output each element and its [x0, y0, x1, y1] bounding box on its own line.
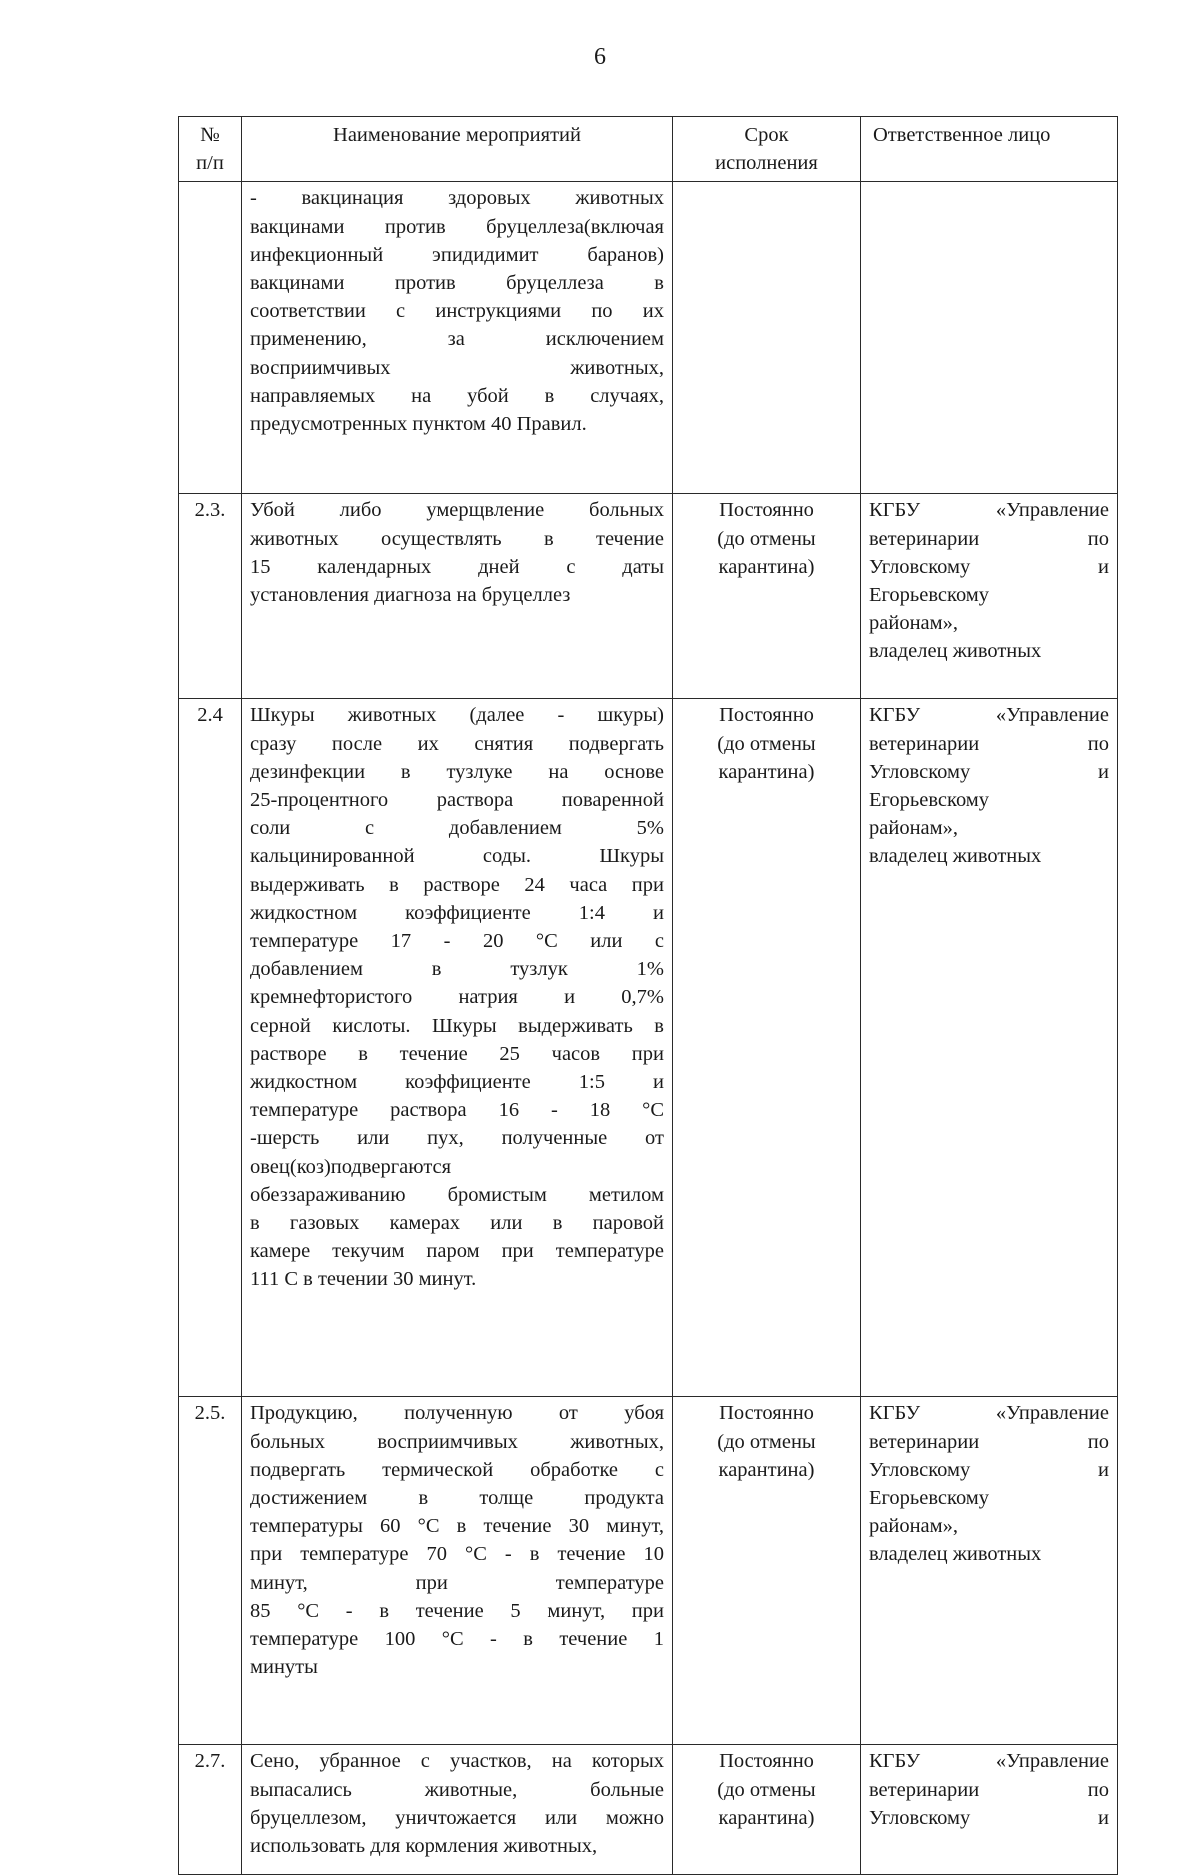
row-number: 2.7.	[179, 1745, 242, 1875]
measure-description-line: соли с добавлением 5%	[250, 817, 664, 840]
measure-description	[242, 1745, 673, 1875]
measure-description-line: добавлением в тузлук 1%	[250, 958, 664, 981]
measure-description-line: животных осуществлять в течение	[250, 527, 664, 550]
execution-term-line: (до отмены	[717, 527, 816, 550]
measure-description-line: подвергать термической обработке с	[250, 1458, 664, 1481]
table-body	[179, 182, 1118, 1875]
execution-term-line: карантина)	[718, 760, 815, 783]
responsible-person-line: Егорьевскому	[869, 1487, 990, 1510]
measure-description-line: серной кислоты. Шкуры выдерживать в	[250, 1014, 664, 1037]
header-term-line: исполнения	[715, 152, 818, 175]
measure-description-line: использовать для кормления животных,	[250, 1835, 598, 1858]
measure-description-line: температуре 17 - 20 °С или с	[250, 930, 664, 953]
measure-description-line: в газовых камерах или в паровой	[250, 1212, 664, 1235]
measure-description-line: выпасались животные, больные	[250, 1778, 664, 1801]
measure-description-line: 15 календарных дней с даты	[250, 555, 664, 578]
measure-description-line: направляемых на убой в случаях,	[250, 384, 664, 407]
measure-description-line: вакцинами против бруцеллеза в	[250, 272, 664, 295]
measure-description-line: температуре 100 °С - в течение 1	[250, 1628, 664, 1651]
measure-description-line: растворе в течение 25 часов при	[250, 1042, 664, 1065]
responsible-person-line: владелец животных	[869, 640, 1042, 663]
responsible-person-line: владелец животных	[869, 845, 1042, 868]
responsible-person	[861, 1745, 1118, 1875]
execution-term-line: Постоянно	[719, 1402, 814, 1425]
responsible-person-line: Угловскому и	[869, 555, 1109, 578]
table-row	[179, 494, 1118, 699]
row-number: 2.5.	[179, 1397, 242, 1745]
measure-description-line: минуты	[250, 1656, 318, 1679]
measure-description	[242, 182, 673, 494]
responsible-person-line: ветеринарии по	[869, 1430, 1109, 1453]
measure-description-line: сразу после их снятия подвергать	[250, 732, 664, 755]
execution-term-line: Постоянно	[719, 499, 814, 522]
execution-term	[673, 699, 861, 1397]
measure-description-line: достижением в толще продукта	[250, 1487, 664, 1510]
measures-table	[178, 116, 1118, 1875]
measure-description-line: овец(коз)подвергаются	[250, 1155, 452, 1178]
header-responsible-line: Ответственное лицо	[873, 124, 1051, 146]
responsible-person-line: районам»,	[869, 1515, 958, 1538]
row-number	[179, 182, 242, 494]
responsible-person	[861, 1397, 1118, 1745]
execution-term-line: Постоянно	[719, 704, 814, 727]
measure-description-line: камере текучим паром при температуре	[250, 1240, 664, 1263]
measure-description-line: дезинфекции в тузлуке на основе	[250, 760, 664, 783]
measure-description-line: Продукцию, полученную от убоя	[250, 1402, 664, 1425]
page-number: 6	[594, 44, 606, 70]
responsible-person-line: ветеринарии по	[869, 1778, 1109, 1801]
measure-description-line: -шерсть или пух, полученные от	[250, 1127, 664, 1150]
measure-description-line: Шкуры животных (далее - шкуры)	[250, 704, 664, 727]
table-row	[179, 1745, 1118, 1875]
table-row	[179, 699, 1118, 1397]
measure-description-line: инфекционный эпидидимит баранов)	[250, 243, 664, 266]
measure-description-line: бруцеллезом, уничтожается или можно	[250, 1806, 664, 1829]
responsible-person	[861, 494, 1118, 699]
execution-term-line: Постоянно	[719, 1750, 814, 1773]
execution-term-line: (до отмены	[717, 1778, 816, 1801]
responsible-person-line: владелец животных	[869, 1543, 1042, 1566]
table-header-row	[179, 117, 1118, 182]
responsible-person	[861, 182, 1118, 494]
measure-description-line: жидкостном коэффициенте 1:4 и	[250, 901, 664, 924]
row-number: 2.3.	[179, 494, 242, 699]
responsible-person-line: КГБУ «Управление	[869, 1402, 1109, 1425]
responsible-person-line: районам»,	[869, 612, 958, 635]
measure-description-line: установления диагноза на бруцеллез	[250, 584, 571, 607]
measure-description-line: минут, при температуре	[250, 1571, 664, 1594]
header-num-line: №	[200, 124, 220, 146]
responsible-person	[861, 699, 1118, 1397]
table-row	[179, 1397, 1118, 1745]
measure-description-line: 111 С в течении 30 минут.	[250, 1268, 477, 1291]
header-term-line: Срок	[744, 124, 789, 146]
measure-description-line: больных восприимчивых животных,	[250, 1430, 664, 1453]
execution-term	[673, 1745, 861, 1875]
header-name-line: Наименование мероприятий	[333, 124, 581, 146]
measure-description-line: кремнефтористого натрия и 0,7%	[250, 986, 664, 1009]
measure-description-line: восприимчивых животных,	[250, 356, 664, 379]
measure-description-line: при температуре 70 °С - в течение 10	[250, 1543, 664, 1566]
responsible-person-line: КГБУ «Управление	[869, 1750, 1109, 1773]
measure-description-line: обеззараживанию бромистым метилом	[250, 1183, 664, 1206]
measure-description-line: кальцинированной соды. Шкуры	[250, 845, 664, 868]
measure-description	[242, 494, 673, 699]
measure-description-line: 85 °С - в течение 5 минут, при	[250, 1599, 664, 1622]
measure-description-line: применению, за исключением	[250, 328, 664, 351]
measure-description-line: 25-процентного раствора поваренной	[250, 789, 664, 812]
header-name	[242, 117, 673, 182]
responsible-person-line: ветеринарии по	[869, 527, 1109, 550]
measure-description-line: выдерживать в растворе 24 часа при	[250, 873, 664, 896]
measure-description-line: температуры 60 °С в течение 30 минут,	[250, 1515, 664, 1538]
responsible-person-line: Егорьевскому	[869, 789, 990, 812]
responsible-person-line: Угловскому и	[869, 1458, 1109, 1481]
table-row	[179, 182, 1118, 494]
execution-term-line: карантина)	[718, 555, 815, 578]
measure-description-line: Сено, убранное с участков, на которых	[250, 1750, 664, 1773]
measure-description	[242, 699, 673, 1397]
measure-description-line: жидкостном коэффициенте 1:5 и	[250, 1071, 664, 1094]
responsible-person-line: КГБУ «Управление	[869, 704, 1109, 727]
execution-term	[673, 182, 861, 494]
header-num	[179, 117, 242, 182]
responsible-person-line: ветеринарии по	[869, 732, 1109, 755]
execution-term	[673, 1397, 861, 1745]
header-responsible	[861, 117, 1118, 182]
header-term	[673, 117, 861, 182]
measure-description-line: - вакцинация здоровых животных	[250, 187, 664, 210]
execution-term-line: карантина)	[718, 1458, 815, 1481]
responsible-person-line: Угловскому и	[869, 760, 1109, 783]
row-number: 2.4	[179, 699, 242, 1397]
measure-description-line: соответствии с инструкциями по их	[250, 300, 664, 323]
measure-description	[242, 1397, 673, 1745]
measure-description-line: предусмотренных пунктом 40 Правил.	[250, 413, 587, 436]
execution-term-line: (до отмены	[717, 1430, 816, 1453]
responsible-person-line: районам»,	[869, 817, 958, 840]
header-num-line: п/п	[196, 152, 224, 175]
execution-term-line: карантина)	[718, 1806, 815, 1829]
execution-term-line: (до отмены	[717, 732, 816, 755]
measure-description-line: Убой либо умерщвление больных	[250, 499, 664, 522]
responsible-person-line: Егорьевскому	[869, 584, 990, 607]
responsible-person-line: КГБУ «Управление	[869, 499, 1109, 522]
responsible-person-line: Угловскому и	[869, 1806, 1109, 1829]
measure-description-line: температуре раствора 16 - 18 °С	[250, 1099, 664, 1122]
measure-description-line: вакцинами против бруцеллеза(включая	[250, 215, 664, 238]
execution-term	[673, 494, 861, 699]
